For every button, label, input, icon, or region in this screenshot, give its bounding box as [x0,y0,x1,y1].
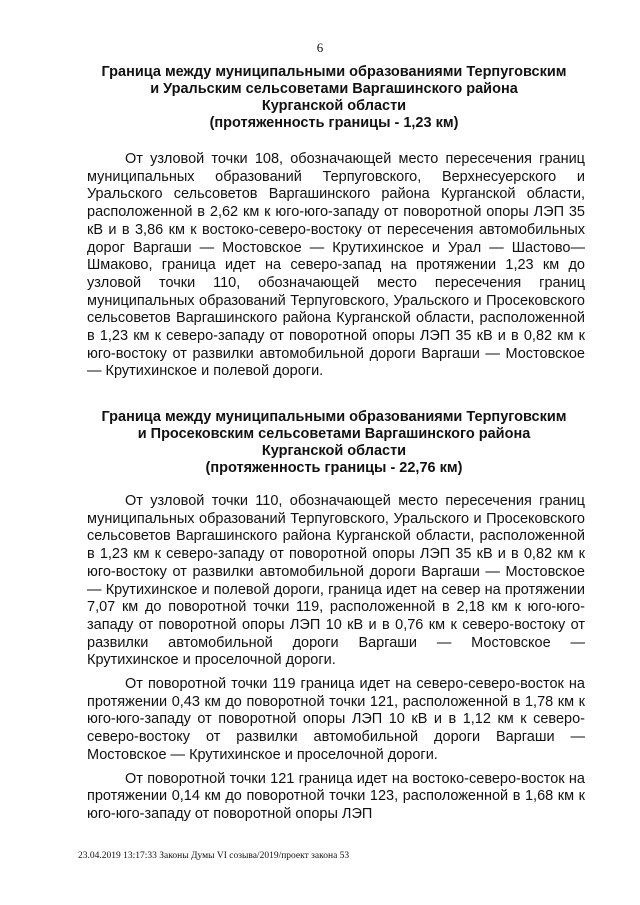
section-2-paragraph: От поворотной точки 121 граница идет на востоко-северо-восток на протяжении 0,14 км до поворотной точки 123, расположенной в 1,68 км к юго-юго-западу от поворотной опоры ЛЭП [87,770,585,822]
section-1-title-line: Граница между муниципальными образованиями Терпуговским [101,64,567,80]
section-2-title-line: Курганской области [261,443,407,459]
section-1-title-line: Курганской области [261,98,407,114]
page-number: 6 [316,40,324,55]
section-2-title-line: и Просековским сельсоветами Варгашинского района [137,426,531,442]
section-2-length-note: (протяженность границы - 22,76 км) [205,460,463,476]
section-1-title-line: и Уральским сельсоветами Варгашинского района [150,81,518,97]
section-2-body [87,493,585,824]
section-2-title [80,409,588,477]
section-1-length-note: (протяженность границы - 1,23 км) [209,115,459,131]
document-footer: 23.04.2019 13:17:33 Законы Думы VI созыва/2019/проект закона 53 [78,851,350,861]
section-1-body [87,151,585,381]
section-2-paragraph: От узловой точки 110, обозначающей место пересечения границ муниципальных образований Терпуговского, Уральского и Просековского сельсоветов Варгашинского района Курганской области, расположенной в 1,23 км к северо-западу от поворотной опоры ЛЭП 35 кВ и в 0,82 км к юго-востоку от развилки автомобильной дороги Варгаши — Мостовское — Крутихинское и полевой дороги, граница идет на север на протяжении 7,07 км до поворотной точки 119, расположенной в 2,18 км к юго-юго-западу от поворотной опоры ЛЭП 10 кВ и в 0,76 км к северо-востоку от развилки автомобильной дороги Варгаши — Мостовское — Крутихинское и проселочной дороги. [87,493,585,669]
section-2-paragraph: От поворотной точки 119 граница идет на северо-северо-восток на протяжении 0,43 км до поворотной точки 121, расположенной в 1,78 км к юго-юго-западу от поворотной опоры ЛЭП 10 кВ и в 1,12 км к северо-северо-востоку от развилки автомобильной дороги Варгаши — Мостовское — Крутихинское и проселочной дороги. [87,676,585,763]
section-2-title-line: Граница между муниципальными образованиями Терпуговским [101,409,567,425]
section-1-paragraph: От узловой точки 108, обозначающей место пересечения границ муниципальных образований Терпуговского, Верхнесуерского и Уральского сельсоветов Варгашинского района Курганской области, расположенной в 2,62 км к юго-юго-западу от поворотной опоры ЛЭП 35 кВ и в 3,86 км к востоко-северо-востоку от пересечения автомобильных дорог Варгаши — Мостовское — Крутихинское и Урал — Шастово—Шмаково, граница идет на северо-запад на протяжении 1,23 км до узловой точки 110, обозначающей место пересечения границ муниципальных образований Терпуговского, Уральского и Просековского сельсоветов Варгашинского района Курганской области, расположенной в 1,23 км к северо-западу от поворотной опоры ЛЭП 35 кВ и в 0,82 км к юго-востоку от развилки автомобильной дороги Варгаши — Мостовское — Крутихинское и полевой дороги. [87,151,585,380]
section-1-title [80,64,588,132]
